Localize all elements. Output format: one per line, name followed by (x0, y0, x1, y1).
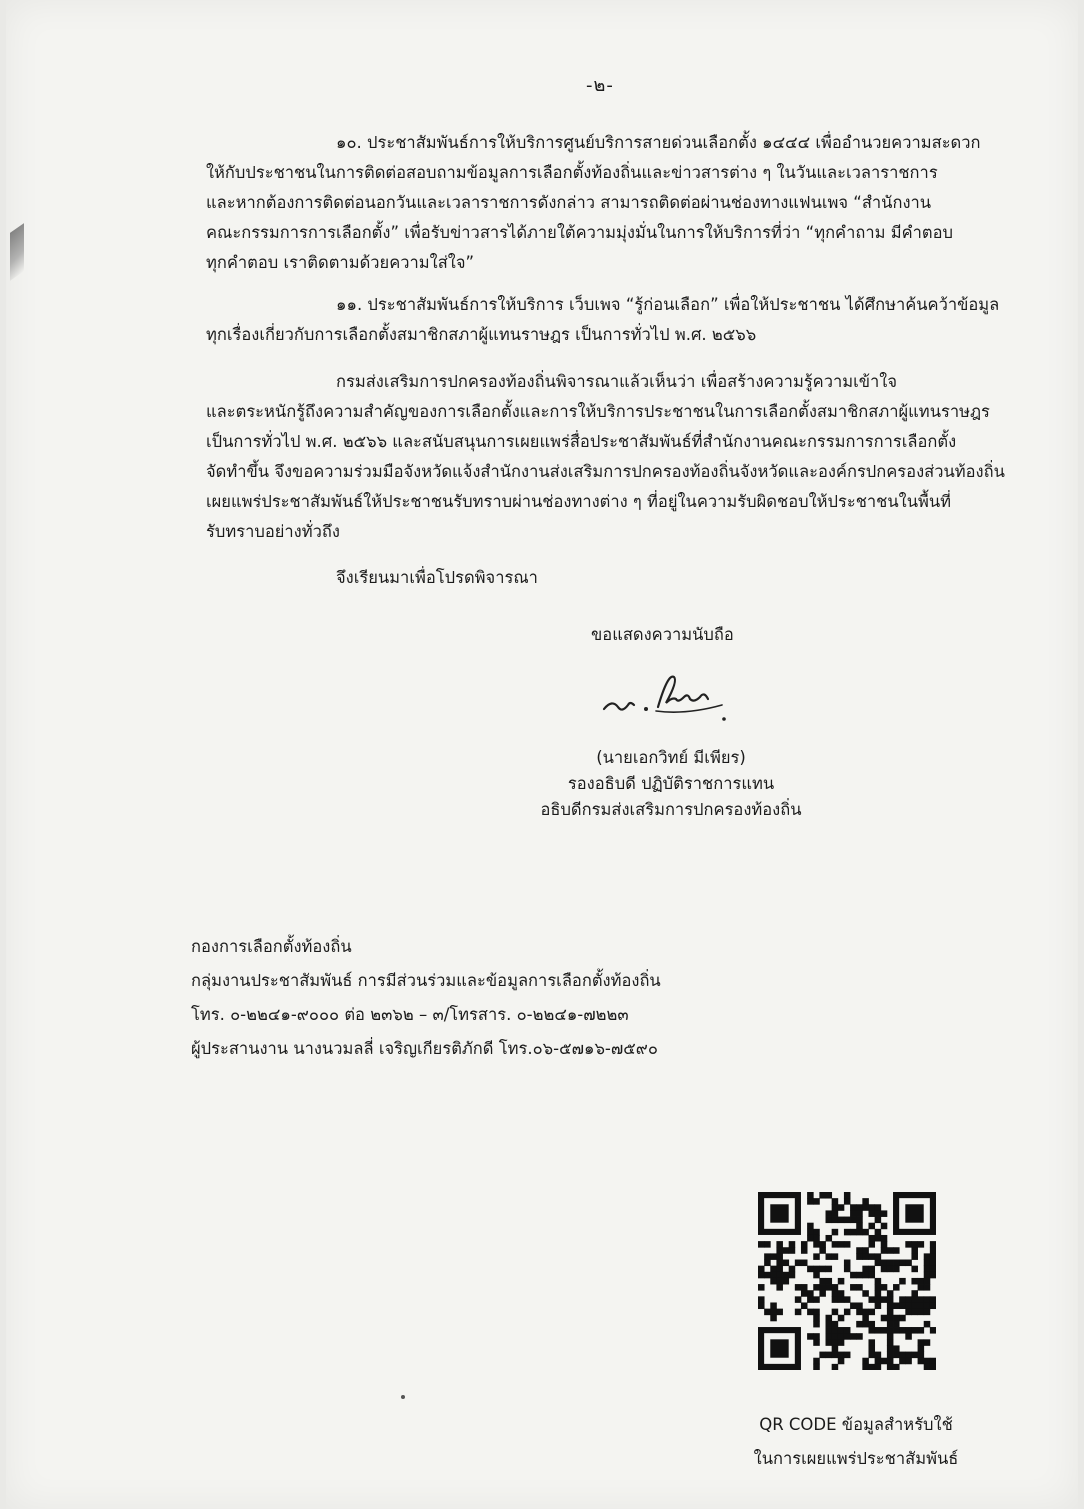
scan-speck (401, 1395, 405, 1399)
qr-code-image (758, 1192, 936, 1370)
paragraph-line: ทุกเรื่องเกี่ยวกับการเลือกตั้งสมาชิกสภาผู้แทนราษฎร เป็นการทั่วไป พ.ศ. ๒๕๖๖ (206, 325, 757, 344)
signer-position: อธิบดีกรมส่งเสริมการปกครองท้องถิ่น (540, 800, 802, 819)
scan-edge-mark (10, 223, 24, 281)
department-phone: โทร. ๐-๒๒๔๑-๙๐๐๐ ต่อ ๒๓๖๒ – ๓/โทรสาร. ๐-๒๒๔๑-๗๒๒๓ (191, 1005, 629, 1024)
department-contact-block (191, 930, 661, 1066)
paragraph-main (206, 367, 1006, 547)
department-division: กองการเลือกตั้งท้องถิ่น (191, 937, 352, 956)
paragraph-line: เผยแพร่ประชาสัมพันธ์ให้ประชาชนรับทราบผ่านช่องทางต่าง ๆ ที่อยู่ในความรับผิดชอบให้ประชาชนในพื้นที่ (206, 492, 952, 511)
paragraph-line: ๑๑. ประชาสัมพันธ์การให้บริการ เว็บเพจ “รู้ก่อนเลือก” เพื่อให้ประชาชน ได้ศึกษาค้นคว้าข้อมูล (336, 295, 1000, 314)
paragraph-line: กรมส่งเสริมการปกครองท้องถิ่นพิจารณาแล้วเห็นว่า เพื่อสร้างความรู้ความเข้าใจ (336, 372, 898, 391)
signer-block (506, 745, 836, 823)
paragraph-item-10 (206, 128, 1006, 278)
qr-caption-line: ในการเผยแพร่ประชาสัมพันธ์ (753, 1449, 959, 1468)
paragraph-line: และหากต้องการติดต่อนอกวันและเวลาราชการดังกล่าว สามารถติดต่อผ่านช่องทางแฟนเพจ “สำนักงาน (206, 193, 932, 212)
qr-caption-line: QR CODE ข้อมูลสำหรับใช้ (759, 1415, 953, 1434)
department-group: กลุ่มงานประชาสัมพันธ์ การมีส่วนร่วมและข้อมูลการเลือกตั้งท้องถิ่น (191, 971, 661, 990)
signer-name: (นายเอกวิทย์ มีเพียร) (596, 748, 746, 767)
paragraph-line: จัดทำขึ้น จึงขอความร่วมมือจังหวัดแจ้งสำนักงานส่งเสริมการปกครองท้องถิ่นจังหวัดและองค์กรปกครองส่วนท้องถิ่น (206, 462, 1005, 481)
paragraph-line: คณะกรรมการการเลือกตั้ง” เพื่อรับข่าวสารได้ภายใต้ความมุ่งมั่นในการให้บริการที่ว่า “ทุกคำถาม มีคำตอบ (206, 223, 954, 242)
paragraph-line: ให้กับประชาชนในการติดต่อสอบถามข้อมูลการเลือกตั้งท้องถิ่นและข่าวสารต่าง ๆ ในวันและเวลาราชการ (206, 163, 938, 182)
paragraph-item-11 (206, 290, 1006, 350)
paragraph-line: เป็นการทั่วไป พ.ศ. ๒๕๖๖ และสนับสนุนการเผยแพร่สื่อประชาสัมพันธ์ที่สำนักงานคณะกรรมการการเลือกตั้ง (206, 432, 957, 451)
paragraph-line: และตระหนักรู้ถึงความสำคัญของการเลือกตั้งและการให้บริการประชาชนในการเลือกตั้งสมาชิกสภาผู้แทนราษฎร (206, 402, 990, 421)
department-coordinator: ผู้ประสานงาน นางนวมลลี่ เจริญเกียรติภักดี โทร.๐๖-๕๗๑๖-๗๕๙๐ (191, 1039, 658, 1058)
qr-caption (726, 1408, 986, 1476)
signature-image (596, 665, 736, 725)
regards-line: ขอแสดงความนับถือ (591, 625, 734, 644)
closing-line: จึงเรียนมาเพื่อโปรดพิจารณา (336, 568, 538, 587)
paragraph-line: ๑๐. ประชาสัมพันธ์การให้บริการศูนย์บริการสายด่วนเลือกตั้ง ๑๔๔๔ เพื่ออำนวยความสะดวก (336, 133, 981, 152)
signer-position: รองอธิบดี ปฏิบัติราชการแทน (567, 774, 775, 793)
paragraph-line: รับทราบอย่างทั่วถึง (206, 522, 340, 541)
page-number: -๒- (586, 75, 614, 96)
paragraph-line: ทุกคำตอบ เราติดตามด้วยความใส่ใจ” (206, 253, 475, 272)
document-page (6, 0, 1078, 1509)
